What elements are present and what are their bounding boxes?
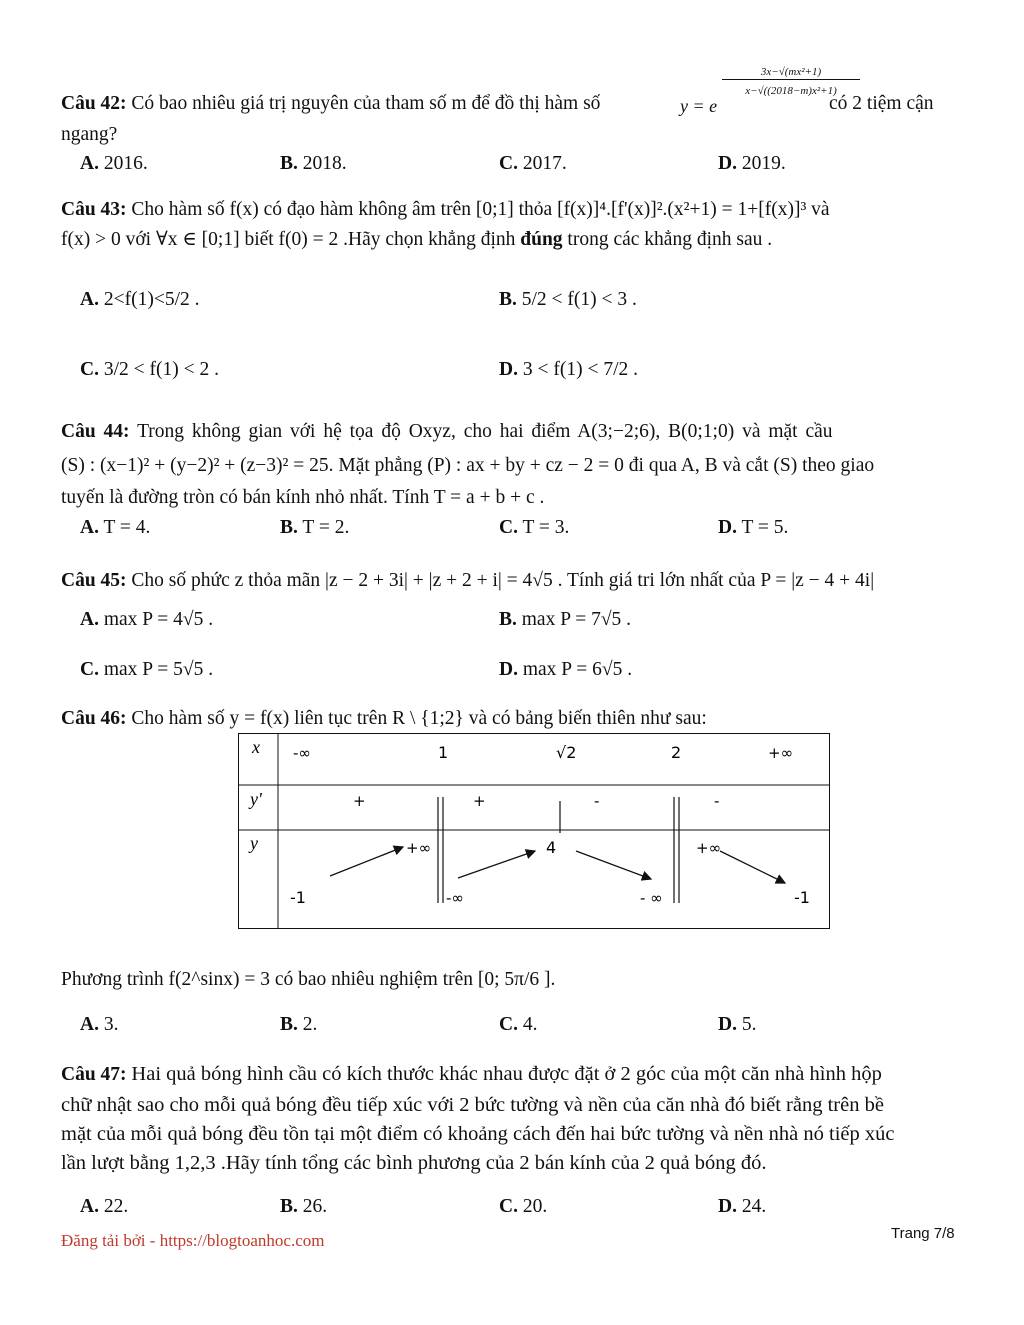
x-value: √2: [556, 743, 577, 762]
q42-exponent-denominator: x−√((2018−m)x²+1): [745, 85, 837, 97]
q47-line4: lần lượt bằng 1,2,3 .Hãy tính tổng các bình phương của 2 bán kính của 2 quả bóng đó.: [61, 1152, 767, 1174]
q42-option-d: D. 2019.: [718, 153, 786, 174]
row-label-x: x: [252, 737, 260, 757]
q47-line2: chữ nhật sao cho mỗi quả bóng đều tiếp xúc với 2 bức tường và nền của căn nhà đó biết rằng trên bề: [61, 1094, 884, 1116]
variation-table: [238, 733, 830, 929]
q42-formula-base: y = e: [680, 96, 718, 116]
y-value: -∞: [446, 889, 464, 907]
sign: -: [714, 792, 720, 810]
q42-option-c: C. 2017.: [499, 153, 567, 174]
arrow-decreasing: [720, 851, 785, 883]
q43-option-d: D. 3 < f(1) < 7/2 .: [499, 359, 638, 380]
q47-line1: Câu 47: Hai quả bóng hình cầu có kích thước khác nhau được đặt ở 2 góc của một căn nhà hình hộp: [61, 1063, 882, 1085]
q43-label: Câu 43:: [61, 199, 127, 220]
arrow-increasing: [458, 851, 535, 878]
row-label-dy: y': [250, 789, 262, 809]
q42-option-a: A. 2016.: [80, 153, 148, 174]
q44-option-a: A. T = 4.: [80, 517, 151, 538]
q47-option-d: D. 24.: [718, 1196, 767, 1217]
q46-option-a: A. 3.: [80, 1014, 119, 1035]
q47-line3: mặt của mỗi quả bóng đều tồn tại một điểm có khoảng cách đến hai bức tường và nền nhà nó tiếp xúc: [61, 1123, 895, 1145]
arrow-decreasing: [576, 851, 651, 879]
table-border: [239, 734, 830, 929]
q44-option-d: D. T = 5.: [718, 517, 789, 538]
q45-option-c: C. max P = 5√5 .: [80, 659, 214, 680]
q45-option-a: A. max P = 4√5 .: [80, 609, 214, 630]
q46-option-c: C. 4.: [499, 1014, 538, 1035]
q42-statement: [61, 92, 600, 116]
y-value: -1: [794, 888, 810, 907]
footer-source-link[interactable]: Đăng tải bởi - https://blogtoanhoc.com: [61, 1231, 325, 1250]
q44-line1: Câu 44: Trong không gian với hệ tọa độ Oxyz, cho hai điểm A(3;−2;6), B(0;1;0) và mặt cầu: [61, 421, 833, 442]
q42-text-end: có 2 tiệm cận: [829, 93, 934, 114]
q46-label: Câu 46:: [61, 708, 127, 729]
sign: -: [594, 792, 600, 810]
sign: +: [473, 792, 486, 810]
q42-text: Có bao nhiêu giá trị nguyên của tham số m để đồ thị hàm số: [131, 93, 601, 114]
arrow-increasing: [330, 847, 403, 876]
q43-option-a: A. 2<f(1)<5/2 .: [80, 289, 200, 310]
q44-option-c: C. T = 3.: [499, 517, 570, 538]
q44-option-b: B. T = 2.: [280, 517, 350, 538]
q44-label: Câu 44:: [61, 421, 130, 442]
page-number: Trang 7/8: [891, 1225, 955, 1242]
q46-line1: Câu 46: Cho hàm số y = f(x) liên tục trên R \ {1;2} và có bảng biến thiên như sau:: [61, 708, 707, 729]
q47-option-c: C. 20.: [499, 1196, 548, 1217]
q47-option-a: A. 22.: [80, 1196, 129, 1217]
y-value: +∞: [406, 839, 432, 857]
y-value: 4: [546, 838, 557, 857]
y-value: - ∞: [640, 889, 663, 907]
x-value: +∞: [768, 744, 794, 762]
q44-line3: tuyến là đường tròn có bán kính nhỏ nhất. Tính T = a + b + c .: [61, 487, 545, 508]
x-value: 2: [671, 743, 682, 762]
q42-option-b: B. 2018.: [280, 153, 347, 174]
q45-option-b: B. max P = 7√5 .: [499, 609, 632, 630]
y-value: -1: [290, 888, 306, 907]
q42-text-line2: ngang?: [61, 124, 118, 145]
q47-label: Câu 47:: [61, 1064, 127, 1085]
y-value: +∞: [696, 839, 722, 857]
q45-option-d: D. max P = 6√5 .: [499, 659, 633, 680]
q46-option-b: B. 2.: [280, 1014, 318, 1035]
q43-line1: Câu 43: Cho hàm số f(x) có đạo hàm không âm trên [0;1] thỏa [f(x)]⁴.[f'(x)]².(x²+1) = 1+[f(x)]³ và: [61, 199, 830, 220]
row-label-y: y: [250, 833, 258, 853]
q42-exponent-numerator: 3x−√(mx²+1): [722, 66, 860, 80]
q43-line2: f(x) > 0 với ∀x ∈ [0;1] biết f(0) = 2 .Hãy chọn khẳng định đúng trong các khẳng định sau .: [61, 229, 773, 250]
x-value: 1: [438, 743, 449, 762]
q42-label: Câu 42:: [61, 93, 127, 114]
q46-option-d: D. 5.: [718, 1014, 757, 1035]
x-value: -∞: [293, 744, 311, 762]
q43-option-c: C. 3/2 < f(1) < 2 .: [80, 359, 219, 380]
q43-option-b: B. 5/2 < f(1) < 3 .: [499, 289, 637, 310]
q45-label: Câu 45:: [61, 570, 127, 591]
q46-line2: Phương trình f(2^sinx) = 3 có bao nhiêu nghiệm trên [0; 5π/6 ].: [61, 969, 556, 990]
sign: +: [353, 792, 366, 810]
q47-option-b: B. 26.: [280, 1196, 328, 1217]
q44-line2: (S) : (x−1)² + (y−2)² + (z−3)² = 25. Mặt phẳng (P) : ax + by + cz − 2 = 0 đi qua A, B và cắt (S) theo giao: [61, 455, 875, 476]
q45-line1: Câu 45: Cho số phức z thỏa mãn |z − 2 + 3i| + |z + 2 + i| = 4√5 . Tính giá tri lớn nhất của P = |z − 4 + 4i|: [61, 570, 875, 591]
